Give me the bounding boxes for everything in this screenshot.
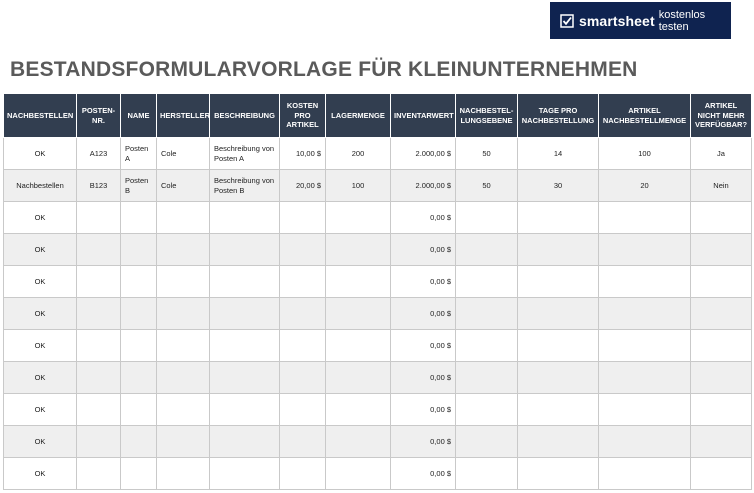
table-cell-reorder[interactable]: OK — [4, 234, 77, 266]
table-cell-reorder[interactable]: OK — [4, 426, 77, 458]
column-header-item-no: POSTEN-NR. — [77, 94, 121, 138]
table-cell-inventory-value[interactable]: 0,00 $ — [391, 394, 456, 426]
table-cell-name[interactable] — [121, 298, 157, 330]
table-cell-manufacturer[interactable] — [157, 394, 210, 426]
smartsheet-logo-icon — [560, 14, 574, 28]
table-cell-reorder-quantity[interactable] — [599, 394, 691, 426]
table-cell-cost-per-item[interactable] — [280, 458, 326, 490]
page-title: BESTANDSFORMULARVORLAGE FÜR KLEINUNTERNEHMEN — [10, 58, 638, 81]
table-cell-description[interactable] — [210, 234, 280, 266]
table-cell-stock-quantity[interactable] — [326, 266, 391, 298]
table-cell-days-per-reorder[interactable] — [518, 330, 599, 362]
table-cell-reorder-level[interactable] — [456, 298, 518, 330]
table-cell-manufacturer[interactable]: Cole — [157, 138, 210, 170]
table-cell-days-per-reorder[interactable] — [518, 426, 599, 458]
table-cell-reorder-level[interactable] — [456, 426, 518, 458]
table-cell-manufacturer[interactable] — [157, 298, 210, 330]
table-cell-manufacturer[interactable] — [157, 426, 210, 458]
table-cell-reorder-level[interactable] — [456, 394, 518, 426]
table-cell-cost-per-item[interactable] — [280, 234, 326, 266]
table-cell-discontinued[interactable] — [691, 330, 752, 362]
table-cell-days-per-reorder[interactable]: 30 — [518, 170, 599, 202]
table-cell-reorder-quantity[interactable] — [599, 202, 691, 234]
column-header-reorder-level: NACHBESTEL-LUNGSEBENE — [456, 94, 518, 138]
column-header-cost-per-item: KOSTEN PRO ARTIKEL — [280, 94, 326, 138]
table-cell-manufacturer[interactable] — [157, 266, 210, 298]
table-row — [4, 234, 752, 266]
table-cell-stock-quantity[interactable] — [326, 426, 391, 458]
table-cell-manufacturer[interactable] — [157, 202, 210, 234]
table-cell-inventory-value[interactable]: 2.000,00 $ — [391, 170, 456, 202]
table-cell-reorder[interactable]: OK — [4, 330, 77, 362]
table-cell-name[interactable] — [121, 234, 157, 266]
table-cell-item-no[interactable]: B123 — [77, 170, 121, 202]
table-cell-discontinued[interactable] — [691, 426, 752, 458]
brand-name: smartsheet — [579, 12, 655, 29]
column-header-manufacturer: HERSTELLER — [157, 94, 210, 138]
table-cell-days-per-reorder[interactable] — [518, 266, 599, 298]
table-cell-reorder-quantity[interactable] — [599, 362, 691, 394]
table-cell-reorder-level[interactable] — [456, 234, 518, 266]
table-cell-days-per-reorder[interactable] — [518, 202, 599, 234]
table-row — [4, 266, 752, 298]
table-cell-reorder[interactable]: OK — [4, 394, 77, 426]
smartsheet-trial-banner[interactable] — [550, 2, 731, 39]
table-cell-stock-quantity[interactable] — [326, 202, 391, 234]
column-header-days-per-reorder: TAGE PRO NACHBESTELLUNG — [518, 94, 599, 138]
table-row — [4, 458, 752, 490]
table-cell-name[interactable] — [121, 330, 157, 362]
table-cell-manufacturer[interactable] — [157, 330, 210, 362]
table-cell-stock-quantity[interactable] — [326, 234, 391, 266]
table-cell-description[interactable]: Beschreibung von Posten B — [210, 170, 280, 202]
table-cell-item-no[interactable] — [77, 426, 121, 458]
table-cell-cost-per-item[interactable] — [280, 298, 326, 330]
table-cell-days-per-reorder[interactable] — [518, 362, 599, 394]
table-cell-stock-quantity[interactable] — [326, 330, 391, 362]
table-cell-manufacturer[interactable]: Cole — [157, 170, 210, 202]
table-cell-stock-quantity[interactable]: 200 — [326, 138, 391, 170]
table-cell-name[interactable] — [121, 394, 157, 426]
table-cell-discontinued[interactable] — [691, 234, 752, 266]
table-cell-cost-per-item[interactable] — [280, 426, 326, 458]
table-cell-reorder[interactable]: OK — [4, 458, 77, 490]
table-cell-stock-quantity[interactable]: 100 — [326, 170, 391, 202]
table-row — [4, 362, 752, 394]
table-cell-reorder-level[interactable] — [456, 202, 518, 234]
table-cell-inventory-value[interactable]: 0,00 $ — [391, 266, 456, 298]
column-header-name: NAME — [121, 94, 157, 138]
table-cell-reorder-level[interactable]: 50 — [456, 138, 518, 170]
table-cell-discontinued[interactable] — [691, 458, 752, 490]
table-cell-item-no[interactable] — [77, 298, 121, 330]
table-cell-reorder-level[interactable] — [456, 330, 518, 362]
table-cell-manufacturer[interactable] — [157, 362, 210, 394]
table-cell-cost-per-item[interactable]: 10,00 $ — [280, 138, 326, 170]
column-header-reorder-quantity: ARTIKEL NACHBESTELLMENGE — [599, 94, 691, 138]
table-cell-cost-per-item[interactable] — [280, 266, 326, 298]
table-cell-reorder[interactable]: Nachbestellen — [4, 170, 77, 202]
table-cell-inventory-value[interactable]: 0,00 $ — [391, 202, 456, 234]
table-cell-item-no[interactable] — [77, 330, 121, 362]
table-cell-description[interactable] — [210, 426, 280, 458]
table-row — [4, 202, 752, 234]
table-cell-name[interactable] — [121, 202, 157, 234]
table-cell-reorder[interactable]: OK — [4, 298, 77, 330]
table-cell-stock-quantity[interactable] — [326, 458, 391, 490]
table-cell-description[interactable] — [210, 266, 280, 298]
table-cell-reorder-quantity[interactable]: 100 — [599, 138, 691, 170]
table-cell-item-no[interactable] — [77, 394, 121, 426]
table-cell-name[interactable] — [121, 266, 157, 298]
table-cell-days-per-reorder[interactable]: 14 — [518, 138, 599, 170]
table-cell-manufacturer[interactable] — [157, 458, 210, 490]
column-header-stock-quantity: LAGERMENGE — [326, 94, 391, 138]
column-header-reorder: NACHBESTELLEN — [4, 94, 77, 138]
table-cell-description[interactable]: Beschreibung von Posten A — [210, 138, 280, 170]
table-cell-days-per-reorder[interactable] — [518, 394, 599, 426]
table-cell-item-no[interactable] — [77, 202, 121, 234]
table-cell-inventory-value[interactable]: 0,00 $ — [391, 426, 456, 458]
table-cell-description[interactable] — [210, 202, 280, 234]
table-cell-stock-quantity[interactable] — [326, 298, 391, 330]
table-cell-reorder[interactable]: OK — [4, 266, 77, 298]
table-cell-name[interactable] — [121, 426, 157, 458]
table-cell-cost-per-item[interactable] — [280, 362, 326, 394]
table-cell-inventory-value[interactable]: 0,00 $ — [391, 458, 456, 490]
table-cell-manufacturer[interactable] — [157, 234, 210, 266]
table-row — [4, 138, 752, 170]
column-header-inventory-value: INVENTARWERT — [391, 94, 456, 138]
column-header-discontinued: ARTIKEL NICHT MEHR VERFÜGBAR? — [691, 94, 752, 138]
table-cell-discontinued[interactable] — [691, 202, 752, 234]
table-cell-name[interactable] — [121, 458, 157, 490]
table-cell-reorder[interactable]: OK — [4, 138, 77, 170]
table-cell-discontinued[interactable] — [691, 394, 752, 426]
table-cell-discontinued[interactable]: Nein — [691, 170, 752, 202]
table-cell-inventory-value[interactable]: 0,00 $ — [391, 234, 456, 266]
table-cell-inventory-value[interactable]: 0,00 $ — [391, 330, 456, 362]
table-cell-reorder-level[interactable]: 50 — [456, 170, 518, 202]
table-cell-reorder-level[interactable] — [456, 458, 518, 490]
table-cell-discontinued[interactable] — [691, 362, 752, 394]
table-row — [4, 298, 752, 330]
table-row — [4, 426, 752, 458]
table-cell-item-no[interactable]: A123 — [77, 138, 121, 170]
table-cell-item-no[interactable] — [77, 266, 121, 298]
table-cell-item-no[interactable] — [77, 234, 121, 266]
table-cell-item-no[interactable] — [77, 362, 121, 394]
table-cell-reorder-quantity[interactable] — [599, 426, 691, 458]
table-cell-discontinued[interactable] — [691, 266, 752, 298]
table-cell-discontinued[interactable] — [691, 298, 752, 330]
table-cell-reorder[interactable]: OK — [4, 362, 77, 394]
inventory-table — [3, 93, 752, 490]
table-cell-inventory-value[interactable]: 2.000,00 $ — [391, 138, 456, 170]
table-cell-days-per-reorder[interactable] — [518, 234, 599, 266]
table-cell-reorder-quantity[interactable] — [599, 266, 691, 298]
table-cell-description[interactable] — [210, 362, 280, 394]
trial-cta: kostenlos testen — [658, 8, 706, 33]
table-cell-discontinued[interactable]: Ja — [691, 138, 752, 170]
table-cell-reorder-quantity[interactable] — [599, 234, 691, 266]
table-cell-name[interactable]: Posten A — [121, 138, 157, 170]
table-cell-cost-per-item[interactable] — [280, 330, 326, 362]
table-cell-reorder-quantity[interactable] — [599, 330, 691, 362]
table-cell-cost-per-item[interactable]: 20,00 $ — [280, 170, 326, 202]
table-cell-stock-quantity[interactable] — [326, 362, 391, 394]
table-cell-cost-per-item[interactable] — [280, 394, 326, 426]
table-cell-reorder[interactable]: OK — [4, 202, 77, 234]
table-cell-description[interactable] — [210, 298, 280, 330]
table-cell-name[interactable]: Posten B — [121, 170, 157, 202]
table-cell-reorder-quantity[interactable] — [599, 458, 691, 490]
table-cell-reorder-level[interactable] — [456, 362, 518, 394]
table-row — [4, 394, 752, 426]
table-row — [4, 170, 752, 202]
table-cell-inventory-value[interactable]: 0,00 $ — [391, 298, 456, 330]
table-cell-item-no[interactable] — [77, 458, 121, 490]
table-cell-description[interactable] — [210, 394, 280, 426]
table-cell-reorder-level[interactable] — [456, 266, 518, 298]
table-cell-inventory-value[interactable]: 0,00 $ — [391, 362, 456, 394]
table-cell-reorder-quantity[interactable] — [599, 298, 691, 330]
table-cell-days-per-reorder[interactable] — [518, 458, 599, 490]
table-header-row — [4, 94, 752, 138]
table-row — [4, 330, 752, 362]
table-cell-description[interactable] — [210, 458, 280, 490]
table-cell-reorder-quantity[interactable]: 20 — [599, 170, 691, 202]
table-cell-stock-quantity[interactable] — [326, 394, 391, 426]
table-cell-days-per-reorder[interactable] — [518, 298, 599, 330]
column-header-description: BESCHREIBUNG — [210, 94, 280, 138]
table-cell-name[interactable] — [121, 362, 157, 394]
table-cell-cost-per-item[interactable] — [280, 202, 326, 234]
table-cell-description[interactable] — [210, 330, 280, 362]
